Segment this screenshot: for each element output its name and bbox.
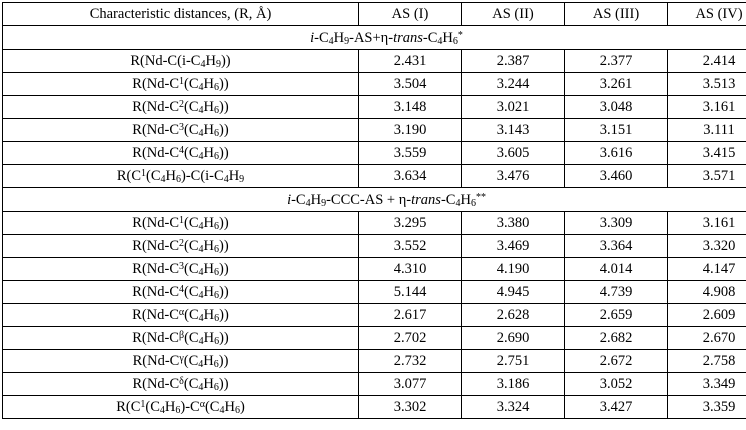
- row-label: $R(Nd-C^2(C_4H_6))$: [3, 235, 359, 258]
- table-row: [3, 165, 746, 188]
- table-row: [3, 119, 746, 142]
- value-cell: 2.732: [359, 350, 462, 373]
- value-cell: 3.261: [565, 73, 668, 96]
- value-cell: 3.415: [668, 142, 746, 165]
- row-label: $R(Nd-C^4(C_4H_6))$: [3, 142, 359, 165]
- row-label: $R(Nd-C^\alpha(C_4H_6))$: [3, 304, 359, 327]
- section-2-row: [3, 188, 746, 212]
- row-label: $R(Nd-C^4(C_4H_6))$: [3, 281, 359, 304]
- value-cell: 3.364: [565, 235, 668, 258]
- value-cell: 3.190: [359, 119, 462, 142]
- value-cell: 3.559: [359, 142, 462, 165]
- table-row: [3, 281, 746, 304]
- table-row: [3, 142, 746, 165]
- header-as-4: AS (IV): [668, 3, 746, 26]
- value-cell: 2.690: [462, 327, 565, 350]
- value-cell: 3.151: [565, 119, 668, 142]
- table-row: [3, 327, 746, 350]
- value-cell: 3.552: [359, 235, 462, 258]
- value-cell: 4.310: [359, 258, 462, 281]
- value-cell: 3.469: [462, 235, 565, 258]
- value-cell: 2.609: [668, 304, 746, 327]
- value-cell: 2.431: [359, 50, 462, 73]
- value-cell: 3.111: [668, 119, 746, 142]
- value-cell: 2.758: [668, 350, 746, 373]
- value-cell: 2.628: [462, 304, 565, 327]
- distances-table: [2, 2, 746, 419]
- table-row: [3, 304, 746, 327]
- row-label: $R(Nd-C^\delta(C_4H_6))$: [3, 373, 359, 396]
- row-label: $R(Nd-C^1(C_4H_6))$: [3, 73, 359, 96]
- value-cell: 3.161: [668, 212, 746, 235]
- value-cell: 3.309: [565, 212, 668, 235]
- value-cell: 3.186: [462, 373, 565, 396]
- value-cell: 3.302: [359, 396, 462, 419]
- header-as-1: AS (I): [359, 3, 462, 26]
- header-as-3: AS (III): [565, 3, 668, 26]
- table-row: [3, 50, 746, 73]
- value-cell: 2.670: [668, 327, 746, 350]
- value-cell: 4.945: [462, 281, 565, 304]
- value-cell: 2.682: [565, 327, 668, 350]
- value-cell: 3.052: [565, 373, 668, 396]
- value-cell: 3.380: [462, 212, 565, 235]
- value-cell: 3.605: [462, 142, 565, 165]
- row-label: $R(C^1(C_4H_6)-C^\alpha(C_4H_6)$: [3, 396, 359, 419]
- row-label: $R(Nd-C(i-C_4H_9))$: [3, 50, 359, 73]
- value-cell: 3.320: [668, 235, 746, 258]
- table-row: [3, 235, 746, 258]
- table-row: [3, 396, 746, 419]
- value-cell: 3.359: [668, 396, 746, 419]
- value-cell: 2.414: [668, 50, 746, 73]
- value-cell: 3.143: [462, 119, 565, 142]
- value-cell: 2.387: [462, 50, 565, 73]
- value-cell: 3.634: [359, 165, 462, 188]
- value-cell: 4.147: [668, 258, 746, 281]
- row-label: $R(Nd-C^3(C_4H_6))$: [3, 119, 359, 142]
- section-1-row: [3, 26, 746, 50]
- value-cell: 2.672: [565, 350, 668, 373]
- table-row: [3, 73, 746, 96]
- value-cell: 3.571: [668, 165, 746, 188]
- value-cell: 3.148: [359, 96, 462, 119]
- value-cell: 3.616: [565, 142, 668, 165]
- row-label: $R(C^1(C_4H_6)-C(i-C_4H_9$: [3, 165, 359, 188]
- table-row: [3, 258, 746, 281]
- header-as-2: AS (II): [462, 3, 565, 26]
- row-label: $R(Nd-C^3(C_4H_6))$: [3, 258, 359, 281]
- value-cell: 4.190: [462, 258, 565, 281]
- value-cell: 3.476: [462, 165, 565, 188]
- row-label: $R(Nd-C^1(C_4H_6))$: [3, 212, 359, 235]
- value-cell: 3.048: [565, 96, 668, 119]
- row-label: $R(Nd-C^\beta(C_4H_6))$: [3, 327, 359, 350]
- value-cell: 3.504: [359, 73, 462, 96]
- table-row: [3, 212, 746, 235]
- value-cell: 3.427: [565, 396, 668, 419]
- value-cell: 4.014: [565, 258, 668, 281]
- header-row: [3, 3, 746, 26]
- value-cell: 4.908: [668, 281, 746, 304]
- value-cell: 4.739: [565, 281, 668, 304]
- value-cell: 2.377: [565, 50, 668, 73]
- value-cell: 3.324: [462, 396, 565, 419]
- value-cell: 3.513: [668, 73, 746, 96]
- value-cell: 5.144: [359, 281, 462, 304]
- table-row: [3, 373, 746, 396]
- value-cell: 3.460: [565, 165, 668, 188]
- value-cell: 2.751: [462, 350, 565, 373]
- value-cell: 3.161: [668, 96, 746, 119]
- section-1-title: $i-C_4H_9-AS+\eta-trans-C_4H_6^*$: [3, 26, 746, 50]
- header-characteristic: Characteristic distances, (R, Å): [3, 3, 359, 26]
- section-2-title: $i-C_4H_9-CCC-AS$ + $\eta-trans-C_4H_6^{**}$: [3, 188, 746, 212]
- value-cell: 2.702: [359, 327, 462, 350]
- value-cell: 3.077: [359, 373, 462, 396]
- row-label: $R(Nd-C^\gamma(C_4H_6))$: [3, 350, 359, 373]
- value-cell: 3.244: [462, 73, 565, 96]
- table-row: [3, 96, 746, 119]
- row-label: $R(Nd-C^2(C_4H_6))$: [3, 96, 359, 119]
- value-cell: 2.617: [359, 304, 462, 327]
- value-cell: 3.349: [668, 373, 746, 396]
- table-row: [3, 350, 746, 373]
- value-cell: 2.659: [565, 304, 668, 327]
- value-cell: 3.021: [462, 96, 565, 119]
- value-cell: 3.295: [359, 212, 462, 235]
